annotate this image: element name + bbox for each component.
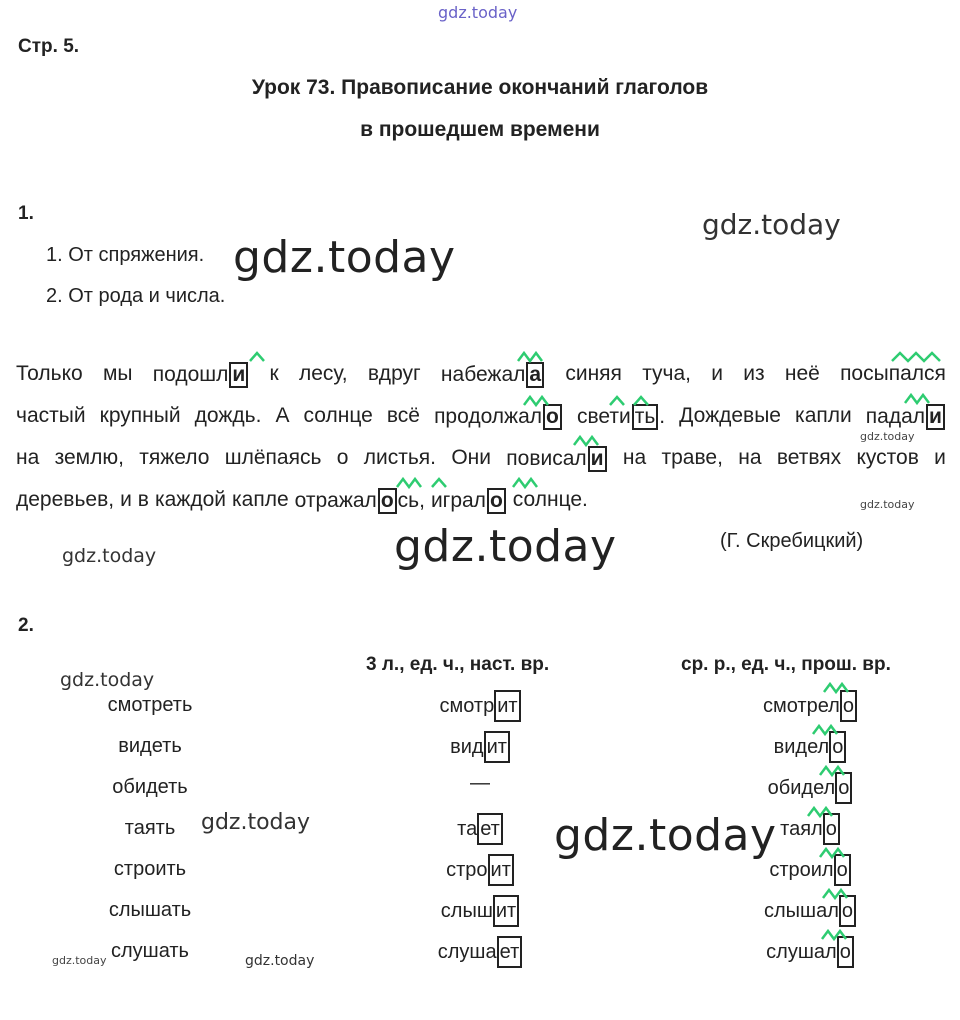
text-word: вдруг xyxy=(367,362,421,385)
ending-box: о xyxy=(834,854,851,886)
text-word: крупный xyxy=(99,404,181,427)
ending-box: ет xyxy=(477,813,503,845)
text-word: Дождевые xyxy=(679,404,781,427)
text-word: набежал а xyxy=(441,362,545,388)
present-form: стро ит xyxy=(400,854,560,886)
ending-box: и xyxy=(588,446,607,472)
infinitive: обидеть xyxy=(112,776,188,798)
present-form: вид ит xyxy=(400,731,560,763)
watermark: gdz.today xyxy=(62,545,157,567)
ending-box: и xyxy=(229,362,248,388)
watermark-small: gdz.today xyxy=(860,430,915,443)
suffix-mark xyxy=(250,353,264,361)
text-word: землю, xyxy=(54,446,124,469)
text-word: кустов xyxy=(856,446,919,469)
text-word: свети ть . xyxy=(576,405,666,428)
watermark-small: gdz.today xyxy=(52,954,107,967)
page-reference: Стр. 5. xyxy=(18,36,80,57)
column-header-present: 3 л., ед. ч., наст. вр. xyxy=(366,654,550,675)
text-word: мы xyxy=(102,362,133,385)
text-word: неё xyxy=(784,362,820,385)
watermark-small: gdz.today xyxy=(860,498,915,511)
present-form: слыш ит xyxy=(400,895,560,927)
ending-box: ит xyxy=(484,731,510,763)
infinitive: смотреть xyxy=(107,694,193,716)
ending-box: о xyxy=(378,488,397,514)
present-form: смотр ит xyxy=(400,690,560,722)
past-form: таял о xyxy=(700,813,920,845)
ending-box: а xyxy=(526,362,544,388)
suffix-mark xyxy=(397,479,421,487)
suffix-mark xyxy=(892,353,940,361)
infinitive: видеть xyxy=(118,735,182,757)
ending-box: о xyxy=(829,731,846,763)
text-word: и xyxy=(934,446,946,469)
text-word: на xyxy=(16,446,40,469)
suffix-mark xyxy=(905,395,929,403)
text-word: лесу, xyxy=(298,362,348,385)
infinitive: слышать xyxy=(108,899,192,921)
text-word: дождь. xyxy=(194,404,262,427)
ending-box: ит xyxy=(494,690,520,722)
ending-box: ет xyxy=(497,936,523,968)
past-form: слушал о xyxy=(700,936,920,968)
watermark: gdz.today xyxy=(702,208,841,241)
ending-box: о xyxy=(543,404,562,430)
watermark-small: gdz.today xyxy=(245,953,315,969)
text-word: всё xyxy=(386,404,420,427)
text-word: в xyxy=(137,488,149,511)
text-word: Только xyxy=(16,362,83,385)
text-author: (Г. Скребицкий) xyxy=(720,530,864,552)
present-form: та ет xyxy=(400,813,560,845)
text-word: деревьев, xyxy=(16,488,115,511)
text-word: солнце. xyxy=(512,488,588,511)
text-word: тяжело xyxy=(139,446,210,469)
text-word: и xyxy=(120,488,132,511)
lesson-title: Урок 73. Правописание окончаний глаголов xyxy=(251,76,709,99)
suffix-mark xyxy=(432,479,446,487)
text-word: синяя xyxy=(565,362,622,385)
text-word: посыпался xyxy=(840,362,946,385)
text-word: повисал и xyxy=(506,446,607,472)
text-word: из xyxy=(743,362,765,385)
past-form: слышал о xyxy=(700,895,920,927)
text-word: А xyxy=(275,404,290,427)
watermark-large: gdz.today xyxy=(554,810,777,861)
ending-box: о xyxy=(487,488,506,514)
watermark: gdz.today xyxy=(60,669,155,691)
text-line xyxy=(16,404,946,430)
suffix-mark xyxy=(518,353,542,361)
text-word: каждой xyxy=(154,488,226,511)
watermark: gdz.today xyxy=(201,810,311,835)
infinitive: таять xyxy=(124,817,176,839)
task-1-number: 1. xyxy=(18,203,34,224)
past-form: строил о xyxy=(700,854,920,886)
text-word: играл о xyxy=(431,488,507,514)
watermark-top: gdz.today xyxy=(438,3,518,22)
text-line xyxy=(16,446,946,472)
text-word: ветвях xyxy=(776,446,842,469)
text-word: капле xyxy=(232,488,289,511)
watermark-large: gdz.today xyxy=(394,521,617,572)
text-word: о xyxy=(336,446,349,469)
ending-box: о xyxy=(837,936,854,968)
column-header-past: ср. р., ед. ч., прош. вр. xyxy=(681,654,891,675)
text-word: листья. xyxy=(363,446,436,469)
text-word: туча, xyxy=(642,362,691,385)
text-word: солнце xyxy=(303,404,373,427)
ending-box: ит xyxy=(493,895,519,927)
text-line xyxy=(16,488,946,514)
ending-box: о xyxy=(835,772,852,804)
text-word: падал и xyxy=(866,404,946,430)
text-word: отражал о сь, xyxy=(294,489,425,512)
text-word: на xyxy=(622,446,647,469)
task-1-answer-1: 1. От спряжения. xyxy=(46,244,205,266)
infinitive: строить xyxy=(113,858,187,880)
ending-box: о xyxy=(823,813,840,845)
past-form: видел о xyxy=(700,731,920,763)
past-form: обидел о xyxy=(700,772,920,804)
text-word: капли xyxy=(795,404,852,427)
task-2-number: 2. xyxy=(18,615,34,636)
past-form: смотрел о xyxy=(700,690,920,722)
text-word: к xyxy=(269,362,279,385)
present-form: слуша ет xyxy=(400,936,560,968)
watermark-large: gdz.today xyxy=(233,232,456,283)
text-word: на xyxy=(738,446,762,469)
text-word: продолжал о xyxy=(434,404,563,430)
ending-box: ть xyxy=(632,404,659,430)
lesson-subtitle: в прошедшем времени xyxy=(360,118,600,141)
ending-box: и xyxy=(926,404,945,430)
text-word: и xyxy=(711,362,723,385)
text-word: Они xyxy=(451,446,491,469)
ending-box: о xyxy=(840,690,857,722)
task-1-answer-2: 2. От рода и числа. xyxy=(46,285,226,307)
text-word: частый xyxy=(16,404,86,427)
suffix-mark xyxy=(574,437,598,445)
suffix-mark xyxy=(513,479,537,487)
ending-box: о xyxy=(839,895,856,927)
present-form: — xyxy=(470,772,490,794)
text-line xyxy=(16,362,946,388)
text-word: подошл и xyxy=(153,362,250,388)
infinitive: слушать xyxy=(111,940,189,962)
text-word: шлёпаясь xyxy=(224,446,322,469)
ending-box: ит xyxy=(488,854,514,886)
text-word: траве, xyxy=(661,446,723,469)
